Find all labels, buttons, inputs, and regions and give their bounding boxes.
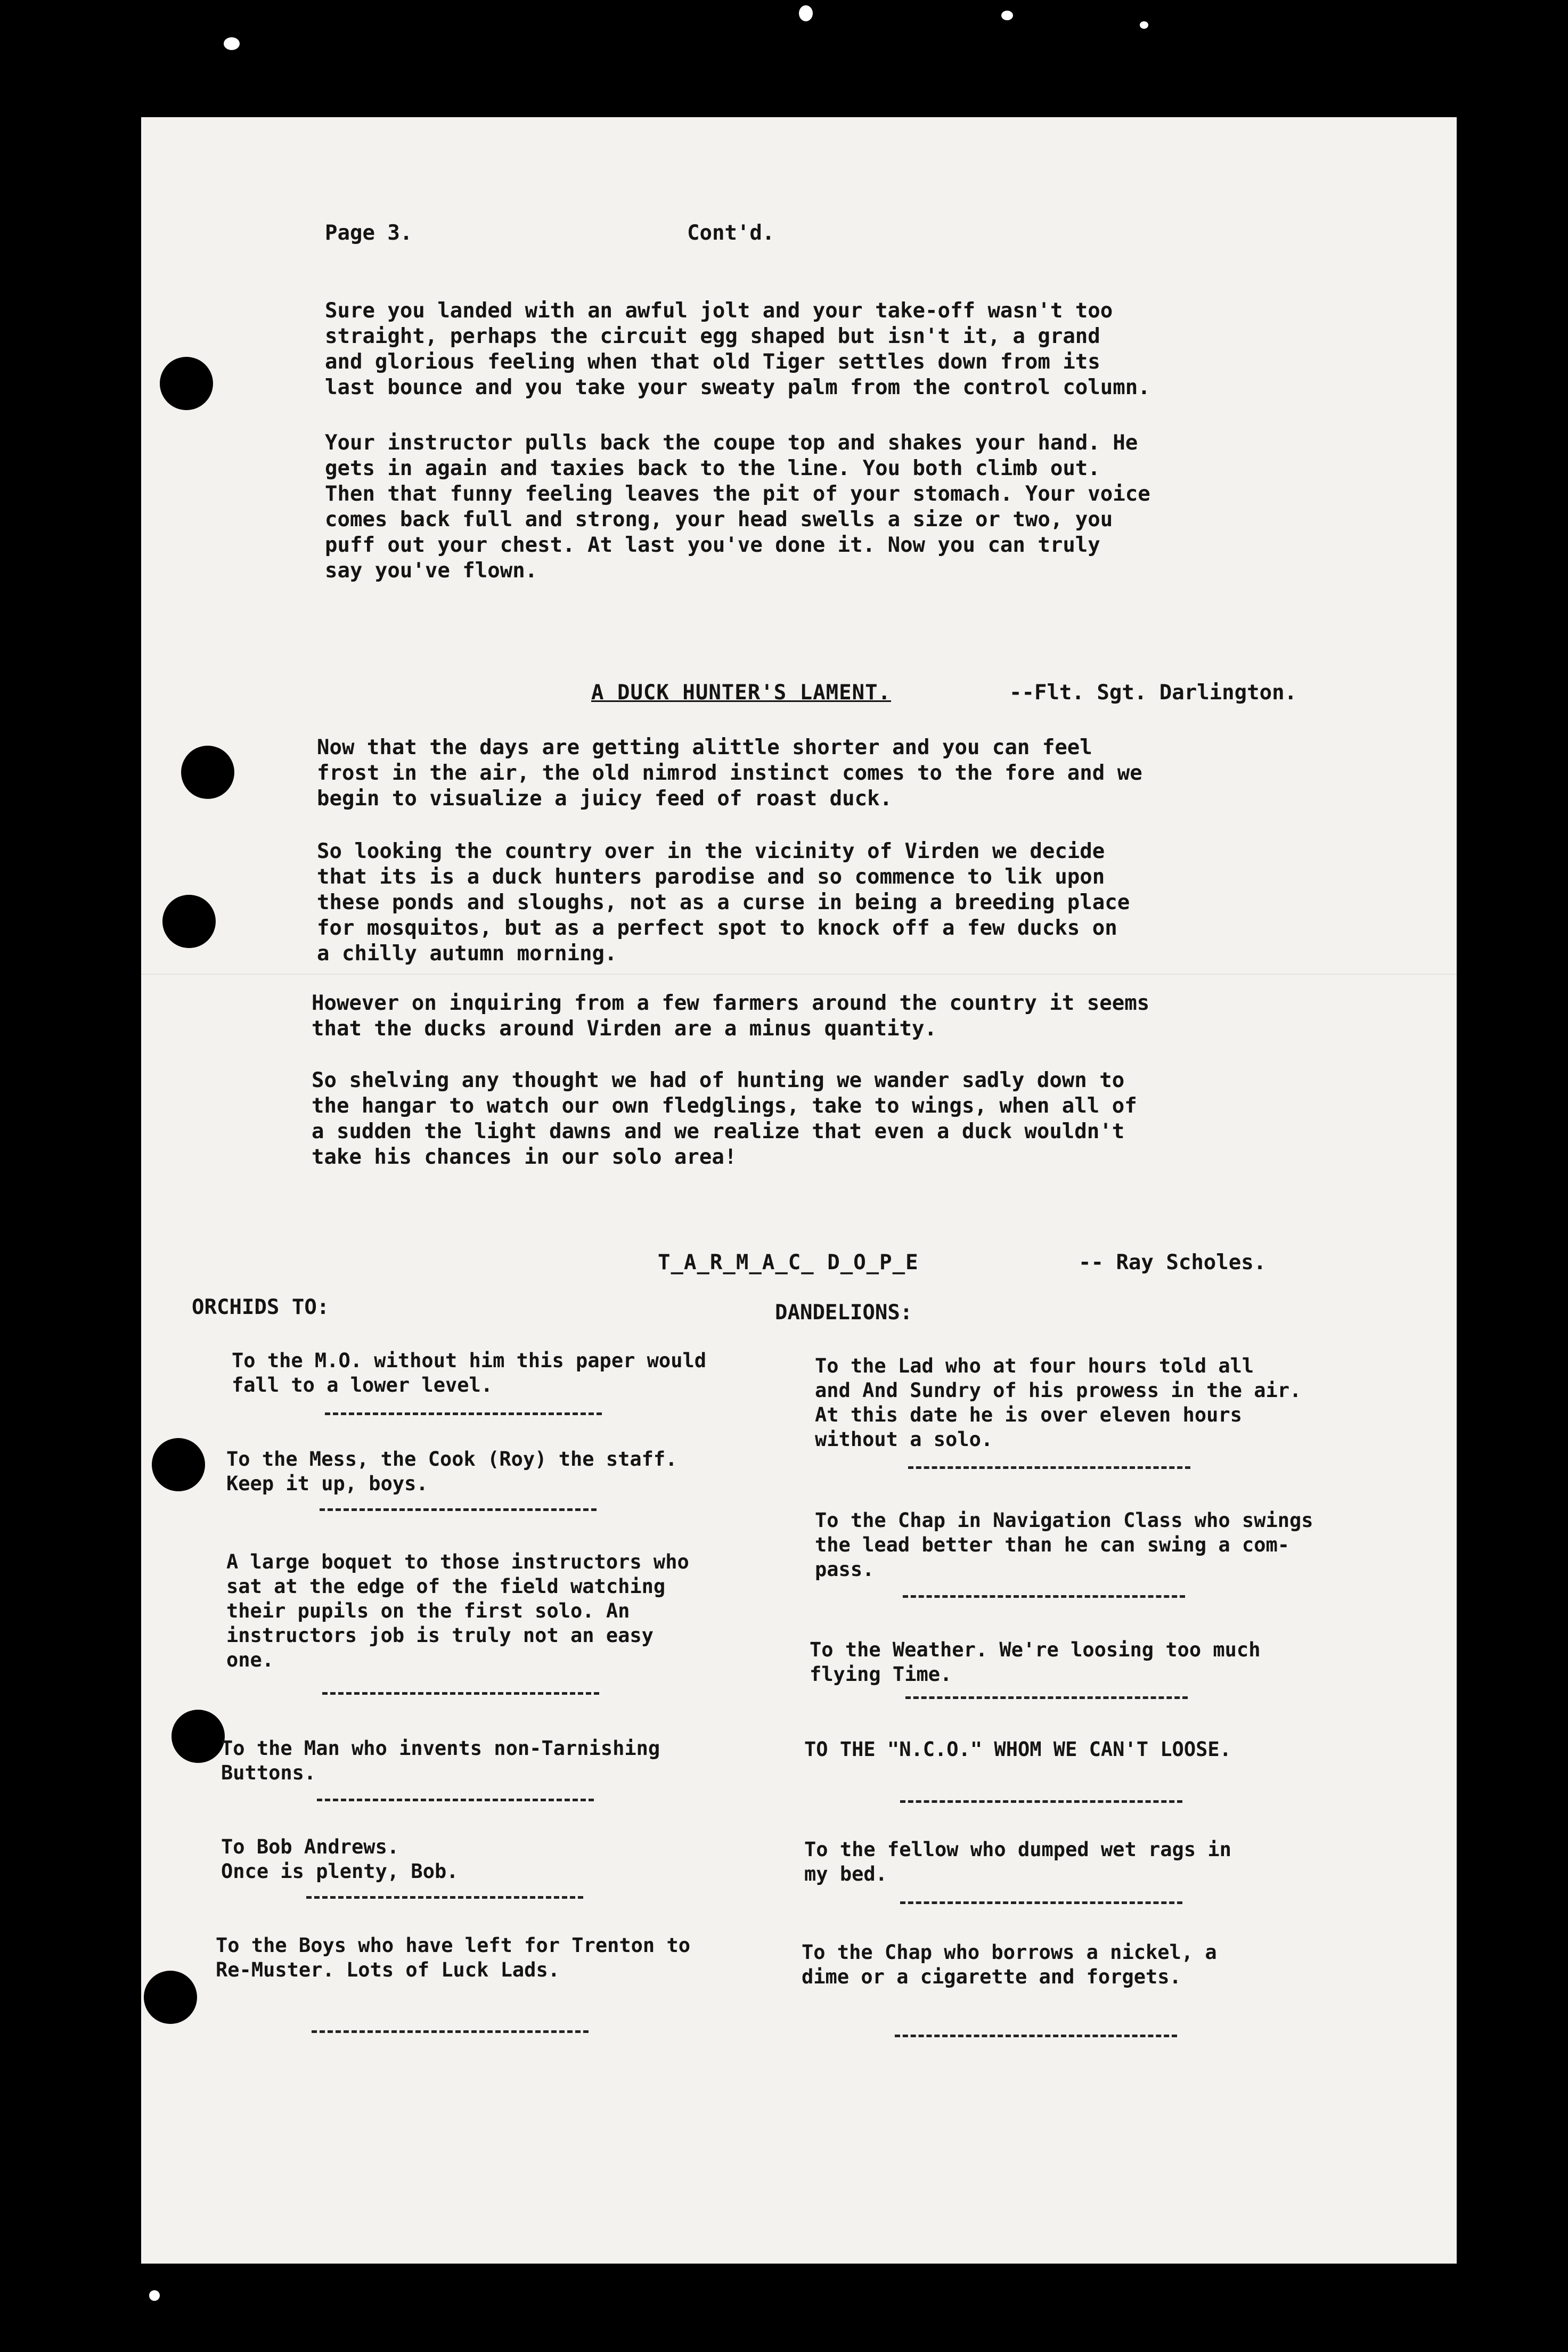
orchid-item: A large boquet to those instructors who sat at the edge of the field watching their pupils on the first solo. An instructors job is truly not an easy one. (226, 1550, 689, 1671)
separator-rule (322, 1692, 599, 1695)
punch-hole (160, 357, 213, 410)
dandelion-item: To the Lad who at four hours told all and And Sundry of his prowess in the air. At this date he is over eleven hours without a solo. (815, 1354, 1302, 1451)
article-paragraph: Now that the days are getting alittle shorter and you can feel frost in the air, the old nimrod instinct comes to the fore and we begin to visualize a juicy feed of roast duck. (317, 736, 1142, 811)
separator-rule (317, 1799, 594, 1801)
dandelion-item: To the fellow who dumped wet rags in my bed. (804, 1838, 1231, 1885)
column-title: T_A_R_M_A_C_ D_O_P_E (658, 1251, 919, 1275)
dandelion-item: To the Chap in Navigation Class who swings the lead better than he can swing a com- pass. (815, 1509, 1313, 1581)
document-page (141, 117, 1457, 2264)
separator-rule (908, 1466, 1190, 1469)
article-paragraph: However on inquiring from a few farmers around the country it seems that the ducks around Virden are a minus quantity. (312, 991, 1150, 1041)
continued-label: Cont'd. (687, 221, 775, 245)
separator-rule (900, 1901, 1182, 1904)
orchid-item: To Bob Andrews. Once is plenty, Bob. (221, 1835, 459, 1883)
article-paragraph: So looking the country over in the vicinity of Virden we decide that its is a duck hunters parodise and so commence to lik upon these ponds and sloughs, not as a curse in being a breeding place for mosquitos, but as a perfect spot to knock off a few ducks on a chilly autumn morning. (317, 839, 1130, 966)
page-number: Page 3. (325, 221, 413, 245)
film-speck (799, 5, 813, 21)
intro-paragraph: Sure you landed with an awful jolt and your take-off wasn't too straight, perhaps the circuit egg shaped but isn't it, a grand and glorious feeling when that old Tiger settles down from its last bounce and you take your sweaty palm from the control column. (325, 299, 1150, 399)
dandelions-heading: DANDELIONS: (775, 1301, 913, 1325)
punch-hole (152, 1438, 205, 1491)
film-speck (1001, 11, 1013, 20)
separator-rule (306, 1896, 583, 1899)
punch-hole (162, 895, 216, 948)
separator-rule (900, 1800, 1182, 1803)
orchid-item: To the Man who invents non-Tarnishing Buttons. (221, 1737, 660, 1784)
dandelion-item: To the Weather. We're loosing too much flying Time. (810, 1638, 1261, 1686)
separator-rule (320, 1508, 597, 1511)
orchids-heading: ORCHIDS TO: (192, 1295, 330, 1319)
film-speck (1140, 21, 1148, 29)
orchid-item: To the Mess, the Cook (Roy) the staff. Keep it up, boys. (226, 1448, 677, 1495)
article-title: A DUCK HUNTER'S LAMENT. (591, 681, 892, 705)
punch-hole (181, 746, 234, 799)
punch-hole (172, 1710, 225, 1763)
separator-rule (905, 1696, 1188, 1699)
orchid-item: To the Boys who have left for Trenton to Re-Muster. Lots of Luck Lads. (216, 1934, 691, 1981)
intro-paragraph: Your instructor pulls back the coupe top and shakes your hand. He gets in again and taxies back to the line. You both climb out. Then that funny feeling leaves the pit of your stomach. Your voice comes back full and strong, your head swells a size or two, you puff out your chest. At last you've done it. Now you can truly say you've flown. (325, 431, 1150, 583)
separator-rule (895, 2035, 1177, 2037)
separator-rule (903, 1595, 1185, 1598)
orchid-item: To the M.O. without him this paper would fall to a lower level. (232, 1349, 707, 1396)
separator-rule (312, 2030, 589, 2033)
article-author: --Flt. Sgt. Darlington. (1009, 681, 1297, 705)
dandelion-item: To the Chap who borrows a nickel, a dime or a cigarette and forgets. (802, 1941, 1217, 1988)
punch-hole (144, 1971, 197, 2024)
page-fold-line (141, 974, 1457, 975)
dandelion-item: TO THE "N.C.O." WHOM WE CAN'T LOOSE. (804, 1738, 1231, 1761)
article-paragraph: So shelving any thought we had of hunting we wander sadly down to the hangar to watch our own fledglings, take to wings, when all of a sudden the light dawns and we realize that even a duck wouldn't take his chances in our solo area! (312, 1068, 1137, 1169)
film-speck (224, 37, 240, 50)
column-author: -- Ray Scholes. (1079, 1251, 1267, 1275)
separator-rule (325, 1412, 602, 1415)
film-speck (149, 2290, 160, 2301)
